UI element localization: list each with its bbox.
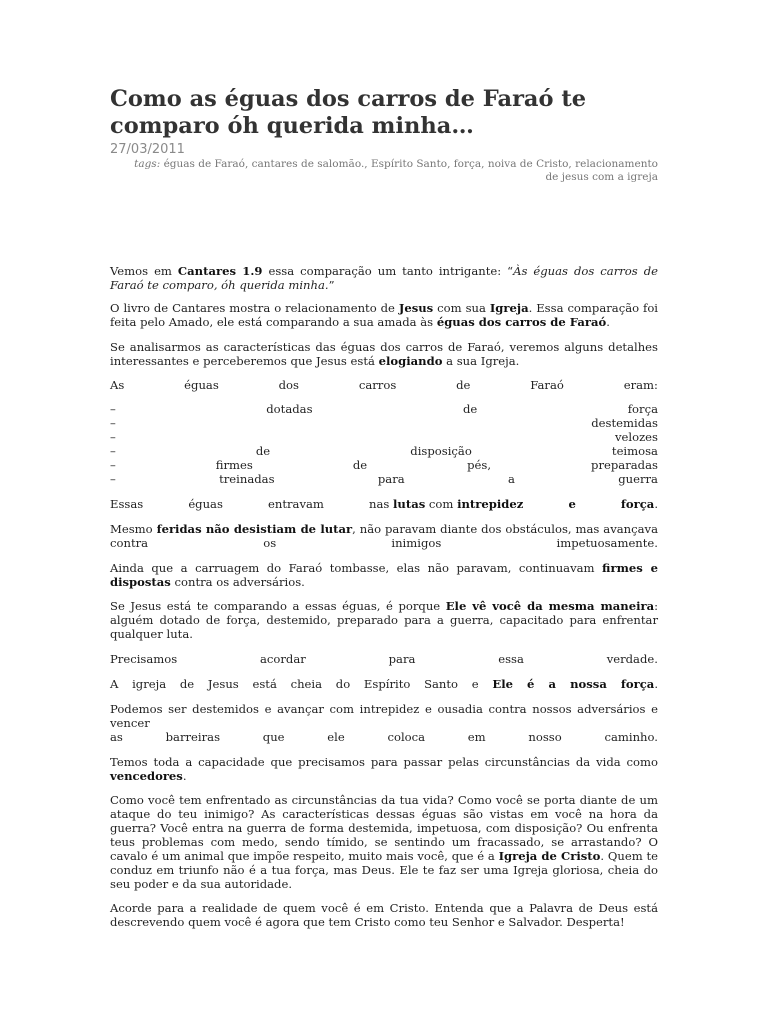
text: Se Jesus está te comparando a essas éguas, é porque — [110, 599, 446, 613]
bold-text: intrepidez — [457, 497, 524, 511]
word: teimosa — [611, 444, 658, 458]
word: treinadas — [219, 472, 275, 486]
list-item — [110, 458, 658, 472]
post-tags — [110, 158, 658, 184]
paragraph-8 — [110, 599, 658, 641]
bold-text: éguas dos carros de Faraó — [436, 315, 607, 329]
text: . — [606, 315, 610, 329]
word: essa — [498, 652, 524, 666]
traits-list — [110, 402, 658, 486]
word: verdade. — [606, 652, 658, 666]
line — [110, 536, 658, 550]
word: dotadas — [266, 402, 313, 416]
word: acordar — [260, 652, 306, 666]
word: . — [654, 497, 658, 511]
text: . — [182, 769, 187, 783]
word: guerra — [618, 472, 658, 486]
text: com sua — [433, 301, 490, 315]
list-item — [110, 402, 658, 416]
paragraph-10 — [110, 677, 658, 691]
paragraph-6 — [110, 522, 658, 550]
text: , não paravam diante dos obstáculos, mas avançava — [352, 522, 658, 536]
paragraph-intro — [110, 264, 658, 292]
word: contra — [110, 536, 149, 550]
word: éguas — [188, 497, 223, 511]
dash: – — [110, 416, 116, 430]
word: As — [110, 378, 125, 392]
dash: – — [110, 402, 116, 416]
text: Ainda que a carruagem do Faraó tombasse, elas não paravam, continuavam — [110, 561, 603, 575]
tags-label: tags: — [134, 158, 161, 170]
word: que — [262, 730, 285, 744]
word: disposição — [410, 444, 472, 458]
word: os — [263, 536, 277, 550]
paragraph-5 — [110, 497, 658, 511]
dash: – — [110, 458, 116, 472]
word: nas — [369, 497, 394, 511]
word: com — [425, 497, 458, 511]
paragraph-12 — [110, 755, 658, 783]
text: a sua Igreja. — [442, 354, 520, 368]
bold-ref: Cantares 1.9 — [177, 264, 263, 278]
word: de — [463, 402, 478, 416]
word: de — [255, 444, 271, 458]
phrase — [621, 497, 658, 511]
word: pés, — [467, 458, 492, 472]
paragraph-14: Acorde para a realidade de quem você é em Cristo. Entenda que a Palavra de Deus está descrevendo quem você é agora que tem Cristo como teu Senhor e Salvador. Desperta! — [110, 901, 658, 929]
text: Mesmo — [110, 522, 157, 536]
text: . Essa comparação foi feita pelo Amado, ele está comparando a sua amada às — [110, 301, 659, 329]
bold-text: Ele é a nossa força — [492, 677, 655, 691]
word: nosso — [528, 730, 562, 744]
post-date: 27/03/2011 — [110, 142, 185, 157]
bold-text: firmes e dispostas — [110, 561, 658, 589]
bold-text: feridas não desistiam de lutar — [156, 522, 353, 536]
word: as — [110, 730, 123, 744]
dash: – — [110, 444, 116, 458]
phrase — [369, 497, 523, 511]
text: O livro de Cantares mostra o relacionamento de — [110, 301, 399, 315]
line — [110, 522, 658, 536]
text: : alguém dotado de força, destemido, preparado para a guerra, capacitado para enfrentar qualquer luta. — [110, 599, 659, 641]
paragraph-2 — [110, 301, 658, 329]
bold-text: e — [568, 497, 576, 511]
quote: Às éguas dos carros de Faraó te comparo, óh querida minha. — [110, 264, 658, 292]
paragraph-3 — [110, 340, 658, 368]
word: força — [627, 402, 658, 416]
dash: – — [110, 430, 116, 444]
dash: – — [110, 472, 116, 486]
word: dos — [278, 378, 299, 392]
word: a — [507, 472, 515, 486]
word: caminho. — [604, 730, 658, 744]
list-item — [110, 472, 658, 486]
post-title: Como as éguas dos carros de Faraó te comparo óh querida minha… — [110, 86, 587, 139]
paragraph-11 — [110, 702, 658, 744]
word: para — [377, 472, 405, 486]
word: carros — [358, 378, 397, 392]
paragraph-9 — [110, 652, 658, 666]
word: Precisamos — [110, 652, 178, 666]
word: ele — [327, 730, 345, 744]
paragraph-13 — [110, 793, 658, 891]
line — [110, 730, 658, 744]
bold-text: Igreja — [489, 301, 529, 315]
tags-list[interactable]: éguas de Faraó, cantares de salomão., Espírito Santo, força, noiva de Cristo, relacionamento de jesus com a igreja — [160, 158, 658, 183]
text: Temos toda a capacidade que precisamos para passar pelas circunstâncias da vida como — [110, 755, 658, 769]
list-item — [110, 444, 658, 458]
text: essa comparação um tanto intrigante: “ — [262, 264, 514, 278]
word: destemidas — [591, 416, 658, 430]
list-item — [110, 430, 658, 444]
word: coloca — [387, 730, 426, 744]
word: inimigos — [391, 536, 442, 550]
text: contra os adversários. — [170, 575, 305, 589]
word: velozes — [614, 430, 658, 444]
word: impetuosamente. — [556, 536, 658, 550]
bold-text: vencedores — [110, 769, 183, 783]
bold-text: elogiando — [378, 354, 443, 368]
word: barreiras — [165, 730, 221, 744]
text: . — [654, 677, 659, 691]
word: Essas — [110, 497, 144, 511]
bold-text: Ele vê você da mesma maneira — [445, 599, 655, 613]
word: Faraó — [530, 378, 564, 392]
bold-text: lutas — [393, 497, 426, 511]
word: em — [467, 730, 486, 744]
text: . Quem te conduz em triunfo não é a tua força, mas Deus. Ele te faz ser uma Igreja gloriosa, cheia do seu poder e da sua autoridade. — [110, 849, 658, 891]
word: para — [388, 652, 416, 666]
word: preparadas — [591, 458, 658, 472]
text: Como você tem enfrentado as circunstâncias da tua vida? Como você se porta diante de um ataque do teu inimigo? As características dessas éguas são vistas em você na hora da guerra? Você entra na guerra de forma destemida, impetuosa, com disposição? Ou enfrenta teus problemas com medo, sendo tímido, se sentindo um fracassado, se arrastando? O cavalo é um animal que impõe respeito, muito mais você, que é a — [110, 793, 658, 863]
word: entravam — [268, 497, 324, 511]
post-body — [110, 264, 658, 929]
bold-text: Jesus — [398, 301, 434, 315]
paragraph-4 — [110, 378, 658, 392]
word: firmes — [215, 458, 253, 472]
line: Podemos ser destemidos e avançar com intrepidez e ousadia contra nossos adversários e vencer — [110, 702, 658, 730]
text: A igreja de Jesus está cheia do Espírito Santo e — [110, 677, 493, 691]
word: eram: — [623, 378, 658, 392]
bold-text: Igreja de Cristo — [498, 849, 601, 863]
word: éguas — [184, 378, 219, 392]
text: ” — [328, 278, 335, 292]
bold-text: força — [620, 497, 655, 511]
word: de — [456, 378, 471, 392]
text: Se analisarmos as características das éguas dos carros de Faraó, veremos alguns detalhes interessantes e perceberemos que Jesus está — [110, 340, 658, 368]
post-header — [110, 86, 658, 184]
paragraph-7 — [110, 561, 658, 589]
list-item — [110, 416, 658, 430]
text: Vemos em — [110, 264, 178, 278]
word: de — [352, 458, 368, 472]
